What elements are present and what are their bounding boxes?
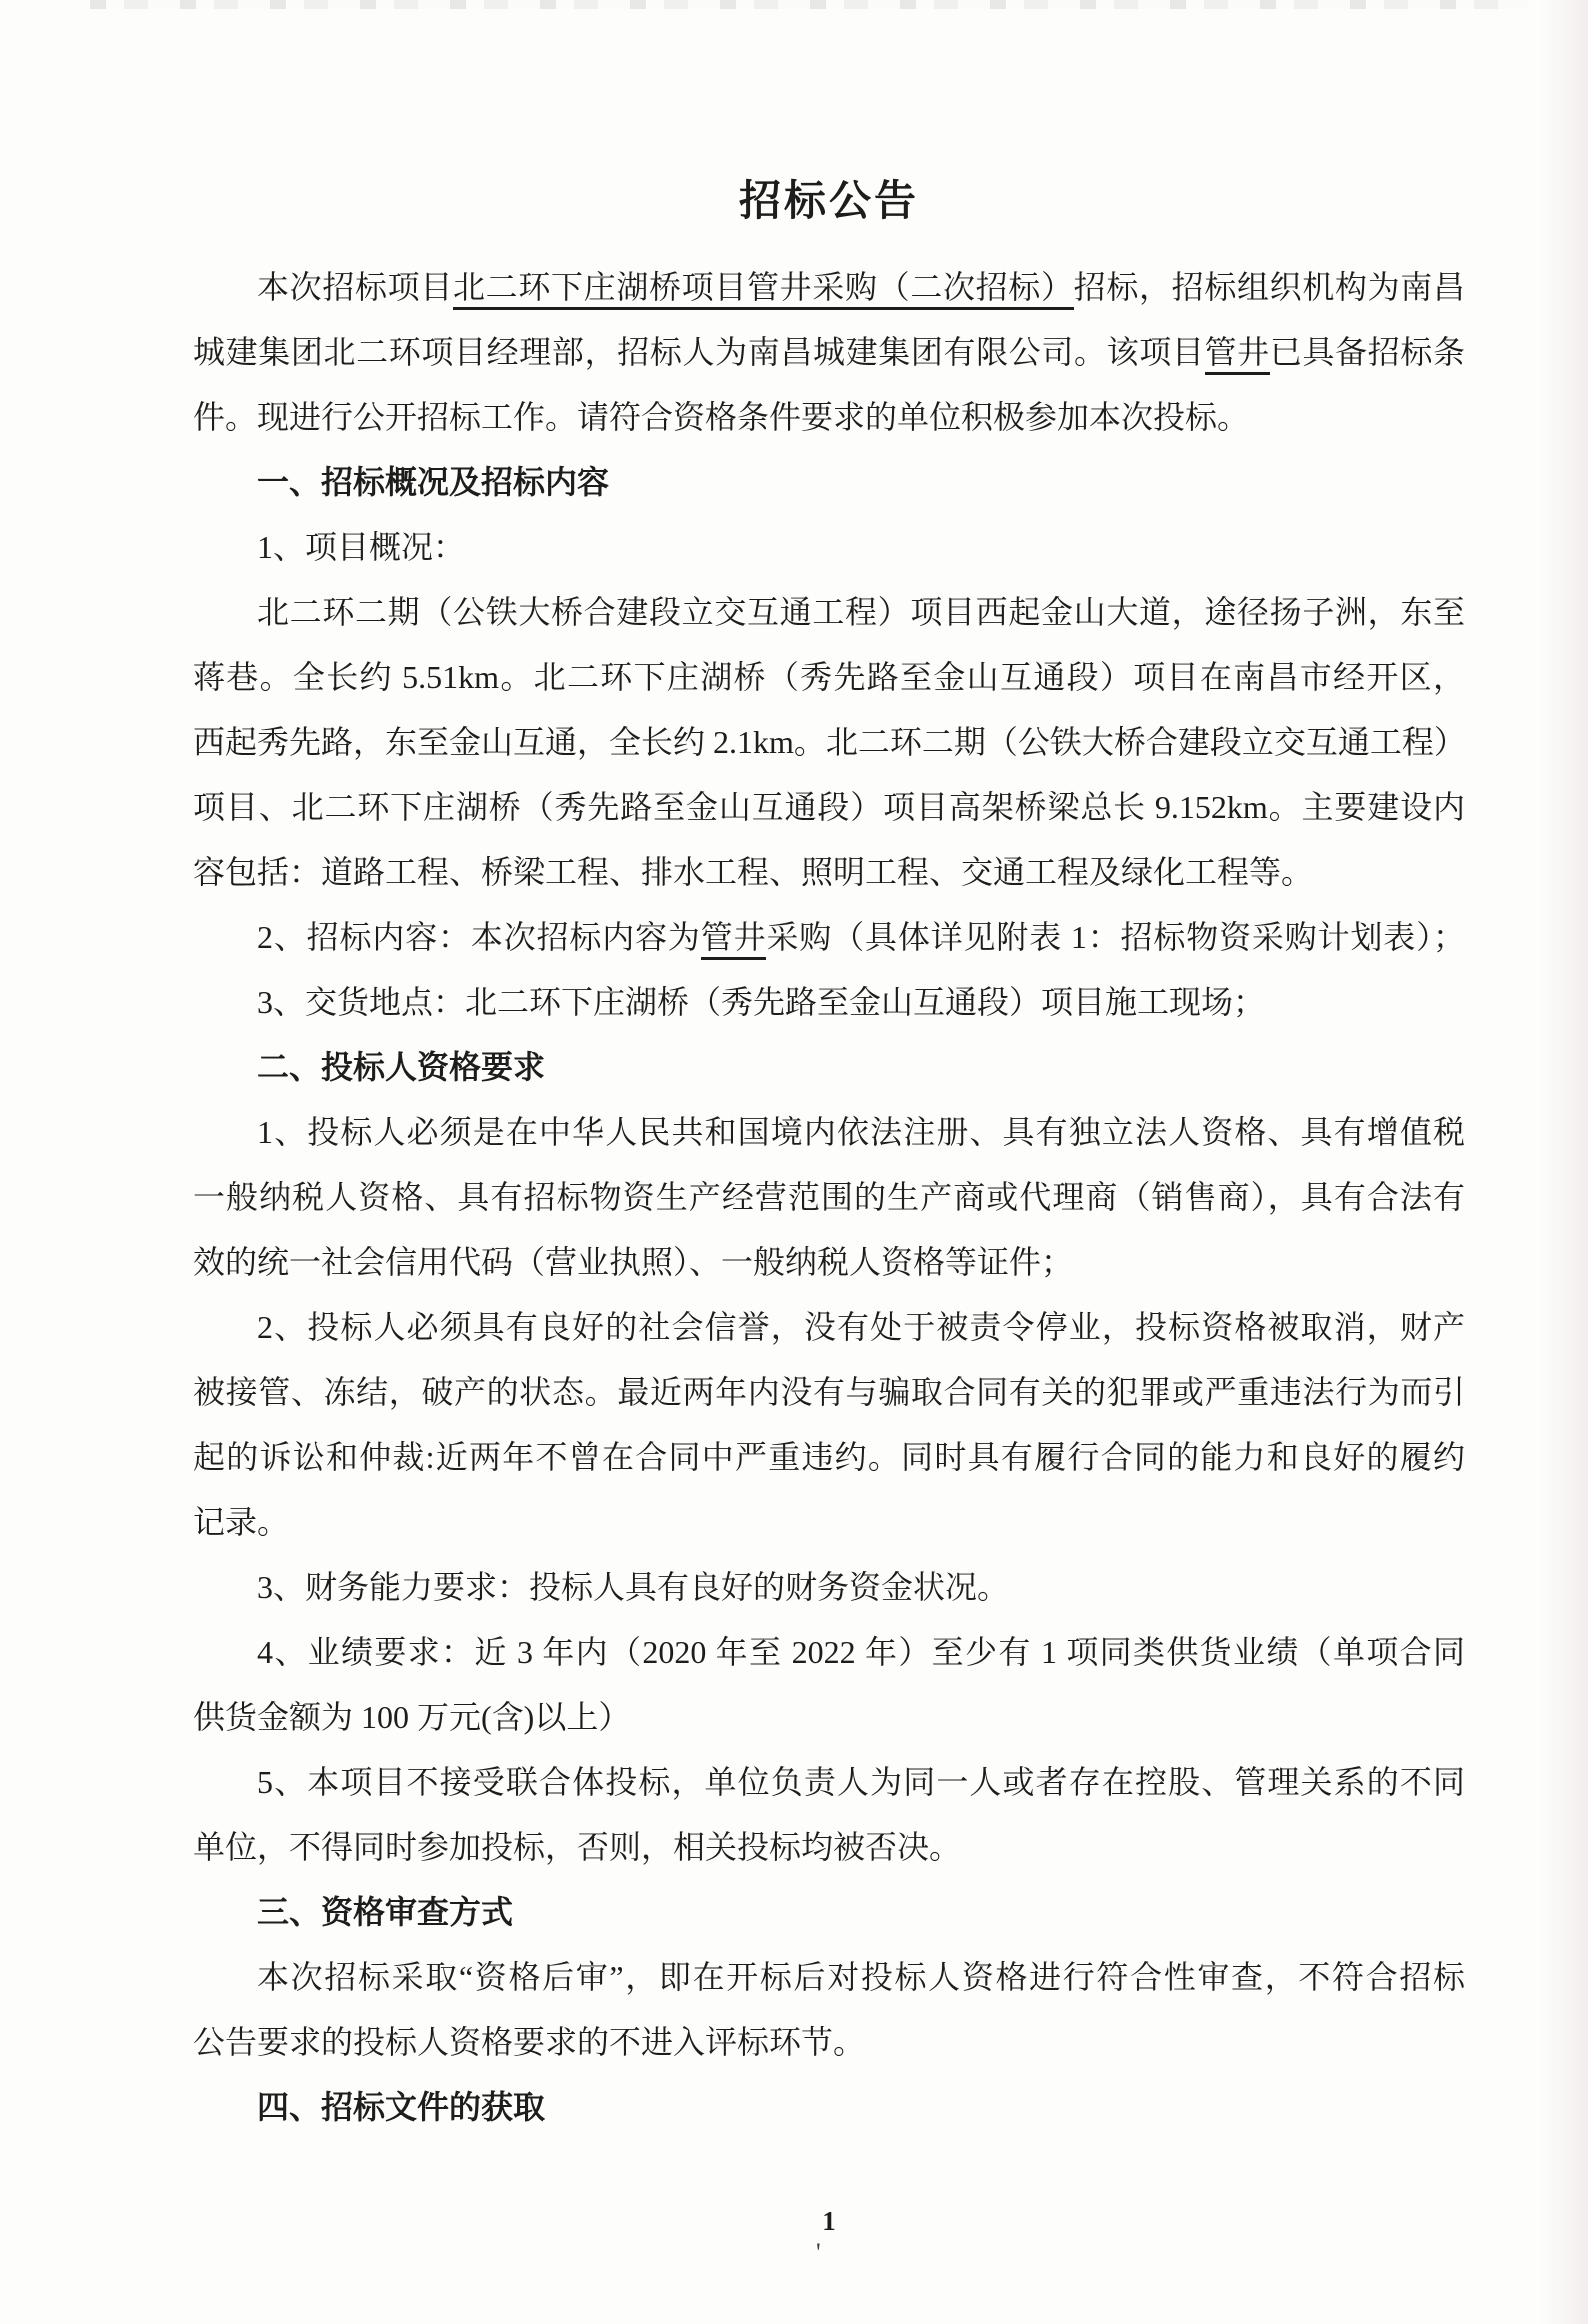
document-title: 招标公告 (738, 177, 919, 224)
text-segment: 5、本项目不接受联合体投标，单位负责人为同一人或者存在控股、管理关系的不同 (257, 1764, 1465, 1800)
text-segment: 效的统一社会信用代码（营业执照）、一般纳税人资格等证件； (193, 1244, 1074, 1280)
text-segment: 招标，招标组织机构为南昌 (1073, 269, 1465, 305)
doc-text-line (193, 1165, 1465, 1230)
doc-text-line (193, 775, 1465, 840)
doc-text-line (193, 1945, 1465, 2010)
doc-text-line (193, 1230, 1465, 1295)
text-segment: 1、项目概况： (257, 529, 466, 565)
doc-text-line (193, 1620, 1465, 1685)
text-segment: 城建集团北二环项目经理部，招标人为南昌城建集团有限公司。该项目 (193, 334, 1205, 370)
text-segment: 已具备招标条 (1269, 334, 1465, 370)
page-footer (193, 2205, 1465, 2237)
document-body (193, 255, 1465, 2140)
text-segment: 3、交货地点：北二环下庄湖桥（秀先路至金山互通段）项目施工现场； (257, 984, 1266, 1020)
text-segment: 西起秀先路，东至金山互通，全长约 2.1km。北二环二期（公铁大桥合建段立交互通工程） (193, 724, 1466, 760)
doc-text-line (193, 1490, 1465, 1555)
doc-text-line (193, 970, 1465, 1035)
text-segment: 二、投标人资格要求 (257, 1049, 546, 1085)
section-heading-line (193, 2075, 1465, 2140)
text-segment: 供货金额为 100 万元(含)以上） (193, 1699, 631, 1735)
doc-text-line (193, 255, 1465, 320)
section-heading-line (193, 1035, 1465, 1100)
text-segment: 2、投标人必须具有良好的社会信誉，没有处于被责令停业，投标资格被取消，财产 (257, 1309, 1465, 1345)
text-segment: 蒋巷。全长约 5.51km。北二环下庄湖桥（秀先路至金山互通段）项目在南昌市经开区， (193, 659, 1465, 695)
scan-artifact-right-edge (1540, 0, 1588, 2324)
doc-text-line (193, 710, 1465, 775)
text-segment: 一、招标概况及招标内容 (257, 464, 610, 500)
doc-text-line (193, 1100, 1465, 1165)
underlined-text: 管井 (701, 919, 767, 960)
doc-text-line (193, 1555, 1465, 1620)
text-segment: 起的诉讼和仲裁:近两年不曾在合同中严重违约。同时具有履行合同的能力和良好的履约 (193, 1439, 1465, 1475)
doc-text-line (193, 1685, 1465, 1750)
doc-text-line (193, 320, 1465, 385)
section-heading-line (193, 1880, 1465, 1945)
text-segment: 容包括：道路工程、桥梁工程、排水工程、照明工程、交通工程及绿化工程等。 (193, 854, 1314, 890)
text-segment: 项目、北二环下庄湖桥（秀先路至金山互通段）项目高架桥梁总长 9.152km。主要建设内 (193, 789, 1465, 825)
doc-text-line (193, 1425, 1465, 1490)
doc-text-line (193, 2010, 1465, 2075)
doc-text-line (193, 515, 1465, 580)
text-segment: 件。现进行公开招标工作。请符合资格条件要求的单位积极参加本次投标。 (193, 399, 1250, 435)
scan-stray-mark: ' (816, 2238, 821, 2267)
underlined-text: 管井 (1205, 334, 1270, 375)
text-segment: 2、招标内容：本次招标内容为 (257, 919, 701, 955)
text-segment: 被接管、冻结，破产的状态。最近两年内没有与骗取合同有关的犯罪或严重违法行为而引 (193, 1374, 1465, 1410)
text-segment: 北二环二期（公铁大桥合建段立交互通工程）项目西起金山大道，途径扬子洲，东至 (257, 594, 1465, 630)
text-segment: 1、投标人必须是在中华人民共和国境内依法注册、具有独立法人资格、具有增值税 (257, 1114, 1465, 1150)
text-segment: 本次招标采取“资格后审”，即在开标后对投标人资格进行符合性审查，不符合招标 (257, 1959, 1465, 1995)
text-segment: 一般纳税人资格、具有招标物资生产经营范围的生产商或代理商（销售商），具有合法有 (193, 1179, 1465, 1215)
page-number: 1 (822, 2206, 836, 2236)
document-content (193, 0, 1465, 2237)
text-segment: 公告要求的投标人资格要求的不进入评标环节。 (193, 2024, 866, 2060)
doc-text-line (193, 840, 1465, 905)
doc-text-line (193, 385, 1465, 450)
doc-text-line (193, 645, 1465, 710)
text-segment: 记录。 (193, 1504, 290, 1540)
text-segment: 单位，不得同时参加投标，否则，相关投标均被否决。 (193, 1829, 962, 1865)
text-segment: 三、资格审查方式 (257, 1894, 514, 1930)
doc-text-line (193, 1360, 1465, 1425)
doc-text-line (193, 905, 1465, 970)
text-segment: 3、财务能力要求：投标人具有良好的财务资金状况。 (257, 1569, 1010, 1605)
doc-text-line (193, 1295, 1465, 1360)
text-segment: 4、业绩要求：近 3 年内（2020 年至 2022 年）至少有 1 项同类供货业绩（单项合同 (257, 1634, 1465, 1670)
text-segment: 采购（具体详见附表 1：招标物资采购计划表）； (766, 919, 1465, 955)
doc-text-line (193, 1815, 1465, 1880)
underlined-text: 北二环下庄湖桥项目管井采购（二次招标） (453, 269, 1074, 310)
section-heading-line (193, 450, 1465, 515)
doc-text-line (193, 580, 1465, 645)
doc-text-line (193, 1750, 1465, 1815)
text-segment: 四、招标文件的获取 (257, 2089, 546, 2125)
text-segment: 本次招标项目 (257, 269, 453, 305)
